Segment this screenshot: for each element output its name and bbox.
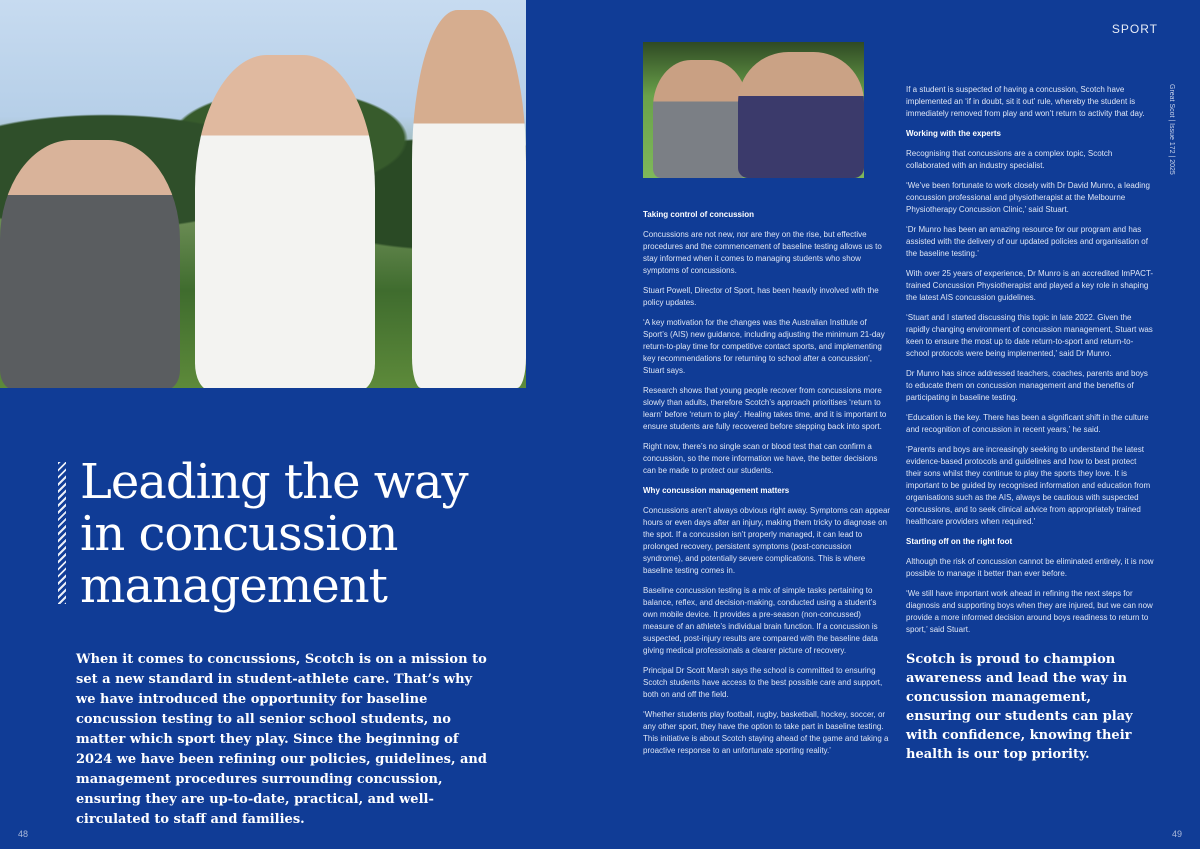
student-figure-right	[412, 10, 526, 388]
paragraph: With over 25 years of experience, Dr Munro is an accredited ImPACT-trained Concussion Physiotherapist and played a key role in shaping the latest AIS concussion guidelines.	[906, 269, 1154, 302]
section-label: SPORT	[1111, 22, 1158, 36]
student-figure	[653, 60, 748, 178]
page-title	[80, 456, 500, 612]
paragraph: If a student is suspected of having a concussion, Scotch have implemented an ‘if in doubt, sit it out’ rule, whereby the student is immediately removed from play and won’t return to activity that day.	[906, 85, 1145, 118]
subheading: Starting off on the right foot	[906, 537, 1013, 546]
title-line-1: Leading the way	[80, 454, 468, 510]
testing-photo	[643, 42, 864, 178]
paragraph: Dr Munro has since addressed teachers, coaches, parents and boys to educate them on concussion management and the benefits of participating in baseline testing.	[906, 369, 1148, 402]
paragraph: Stuart Powell, Director of Sport, has been heavily involved with the policy updates.	[643, 286, 879, 307]
student-figure-left	[0, 140, 180, 388]
paragraph: ‘We still have important work ahead in refining the next steps for diagnosis and supporting boys when they are injured, but we can now provide a more informed decision around boys readiness to return to sport,’ said Stuart.	[906, 589, 1153, 634]
paragraph: ‘Stuart and I started discussing this topic in late 2022. Given the rapidly changing environment of concussion management, Stuart was keen to ensure the most up to date return-to-sport and return-to-school protocols were being implemented,’ said Dr Munro.	[906, 313, 1153, 358]
paragraph: Concussions are not new, nor are they on the rise, but effective procedures and the commencement of baseline testing allows us to stay informed when it comes to managing students who show symptoms of concussions.	[643, 230, 882, 275]
subheading: Working with the experts	[906, 129, 1001, 138]
student-figure-centre	[195, 55, 375, 388]
page-number-right: 49	[1172, 829, 1183, 839]
paragraph: Baseline concussion testing is a mix of simple tasks pertaining to balance, reflex, and decision-making, conducted using a student’s own mobile device. It provides a pre-season (non-concussed) measure of an athlete’s individual brain function. If a concussion is suspected, post-injury results are compared with the baseline data giving medical professionals a clearer picture of recovery.	[643, 586, 878, 655]
paragraph: Right now, there’s no single scan or blood test that can confirm a concussion, so the more information we have, the better decisions can be made to protect our students.	[643, 442, 878, 475]
title-line-3: management	[80, 558, 387, 614]
coach-figure	[738, 52, 864, 178]
subheading: Why concussion management matters	[643, 486, 790, 495]
intro-paragraph: When it comes to concussions, Scotch is on a mission to set a new standard in student-athlete care. That’s why we have introduced the opportunity for baseline concussion testing to all senior school students, no matter which sport they play. Since the beginning of 2024 we have been refining our policies, guidelines, and management procedures surrounding concussion, ensuring they are up-to-date, practical, and well-circulated to staff and families.	[76, 652, 487, 827]
paragraph: ‘We’ve been fortunate to work closely with Dr David Munro, a leading concussion professional and physiotherapist at the Melbourne Physiotherapy Concussion Clinic,’ said Stuart.	[906, 181, 1150, 214]
title-decoration	[58, 462, 66, 604]
issue-label: Great Scot | Issue 172 | 2025	[1168, 84, 1175, 175]
paragraph: Principal Dr Scott Marsh says the school is committed to ensuring Scotch students have access to the best possible care and support, both on and off the field.	[643, 666, 883, 699]
paragraph: ‘Education is the key. There has been a significant shift in the culture and recognition of concussion in recent years,’ he said.	[906, 413, 1149, 434]
paragraph: ‘Whether students play football, rugby, basketball, hockey, soccer, or any other sport, they have the option to take part in baseline testing. This initiative is about Scotch staying ahead of the game and taking a proactive response to an unfortunate sporting reality.’	[643, 710, 889, 755]
page-number-left: 48	[18, 829, 29, 839]
pull-quote: Scotch is proud to champion awareness and lead the way in concussion management, ensuring our students can play with confidence, knowing their health is our top priority.	[906, 652, 1133, 762]
article-column-right	[906, 84, 1154, 772]
students-photo	[0, 0, 526, 388]
article-column-middle	[643, 205, 891, 765]
paragraph: ‘Dr Munro has been an amazing resource for our program and has assisted with the delivery of our updated policies and organisation of the baseline testing.’	[906, 225, 1148, 258]
paragraph: Research shows that young people recover from concussions more slowly than adults, therefore Scotch’s approach prioritises ‘return to learn’ before ‘return to play’. Healing takes time, and it is important to ensure students are fully recovered before stepping back into sport.	[643, 386, 887, 431]
paragraph: Recognising that concussions are a complex topic, Scotch collaborated with an industry specialist.	[906, 149, 1113, 170]
title-line-2: in concussion	[80, 506, 398, 562]
paragraph: ‘A key motivation for the changes was the Australian Institute of Sport’s (AIS) new guidance, including adjusting the minimum 21-day return-to-play time for competitive contact sports, and implementing key recommendations for returning to school after a concussion’, Stuart says.	[643, 318, 885, 375]
paragraph: ‘Parents and boys are increasingly seeking to understand the latest evidence-based protocols and guidelines and how to best protect their sons whilst they continue to play the sports they love. It is important to be guided by recognised information and education from organisations such as the AIS, always be cautious with suspected concussions, and to seek clinical advice from appropriately trained healthcare providers when required.’	[906, 445, 1151, 526]
subheading: Taking control of concussion	[643, 210, 754, 219]
paragraph: Concussions aren’t always obvious right away. Symptoms can appear hours or even days after an injury, making them tricky to diagnose on the spot. If a concussion isn’t properly managed, it can lead to prolonged recovery, persistent symptoms (post-concussion syndrome), and potentially severe complications. This is where baseline testing comes in.	[643, 506, 891, 575]
paragraph: Although the risk of concussion cannot be eliminated entirely, it is now possible to manage it better than ever before.	[906, 557, 1154, 578]
